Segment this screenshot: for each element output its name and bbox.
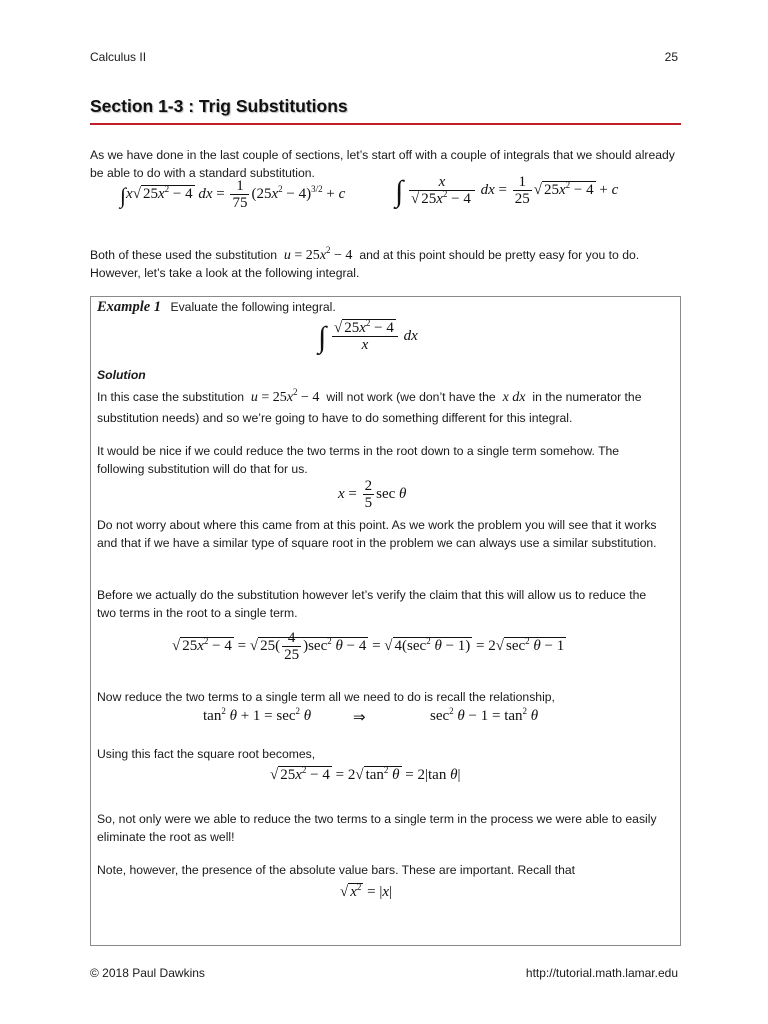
- absolute-value-identity: √ $x^2 = |x|$: [340, 882, 393, 900]
- intro-equation-1: ∫x√ $25x^2 - 4$ dx = $\frac{1}{75}$ $(25x^2 - 4)^{3/2} + c$: [120, 178, 346, 211]
- solution-paragraph-1: In this case the substitution $u = 25x^2 - 4$ will not work (we don’t have the x dx in the numerator the substitution needs) and so we’re going to have to do something different for this integral.: [97, 387, 642, 425]
- solution-paragraph-6: Using this fact the square root becomes,: [97, 747, 316, 761]
- identity-left: $\tan^2 \theta + 1 = \sec^2 \theta$: [203, 706, 312, 724]
- example-integral: ∫ $\frac{√ 25x^2 - 4}{x}$ dx: [318, 318, 418, 354]
- solution-paragraph-2: It would be nice if we could reduce the two terms in the root down to a single term somehow. The following substitution will do that for us.: [97, 444, 620, 476]
- solution-paragraph-8: Note, however, the presence of the absolute value bars. These are important. Recall that: [97, 863, 576, 877]
- solution-paragraph-7: So, not only were we able to reduce the two terms to a single term in the process we were able to easily eliminate the root as well!: [97, 812, 657, 844]
- identity-right: $\sec^2 \theta - 1 = \tan^2 \theta$: [430, 706, 539, 724]
- implies-arrow: ⇒: [353, 710, 366, 726]
- header-course-title: Calculus II: [90, 50, 147, 64]
- solution-paragraph-4: Before we actually do the substitution however let’s verify the claim that this will allow us to reduce the two terms in the root to a single term.: [97, 588, 647, 620]
- example-label: Example 1: [97, 299, 162, 315]
- title-divider: [90, 123, 681, 125]
- root-simplified-equation: √ $25x^2 - 4 = 2√$ $\tan^2 \theta = 2|\tan$ θ|: [270, 765, 461, 783]
- example-prompt: Evaluate the following integral.: [170, 300, 336, 314]
- section-title: Section 1-3 : Trig Substitutions: [90, 96, 348, 116]
- intro-paragraph-2: Both of these used the substitution $u = 25x^2 - 4$ and at this point should be pretty easy for you to do. However, let’s take a look at the following integral.: [90, 245, 640, 280]
- footer-copyright: © 2018 Paul Dawkins: [90, 966, 205, 980]
- intro-paragraph-1: As we have done in the last couple of sections, let’s start off with a couple of integrals that we should already be able to do with a standard substitution.: [90, 148, 675, 180]
- verification-equation: √ $25x^2 - 4$ = √ 25( $\frac{4}{25}$ )$\sec^2$ θ − 4 = √ $4(\sec^2$ θ − 1) = 2√ $\sec^2 \theta - 1$: [172, 630, 565, 663]
- intro-equation-2: ∫ $\frac{x}{√ 25x^2 - 4}$ dx = $\frac{1}{25}$ √ $25x^2 - 4 + c$: [395, 174, 619, 208]
- solution-paragraph-5: Now reduce the two terms to a single term all we need to do is recall the relationship,: [97, 690, 555, 704]
- solution-label: Solution: [97, 368, 146, 382]
- solution-paragraph-3: Do not worry about where this came from at this point. As we work the problem you will see that it works and that if we have a similar type of square root in the problem we can always use a similar substitution.: [97, 518, 657, 550]
- header-page-number: 25: [664, 50, 678, 64]
- substitution-equation: x = $\frac{2}{5}$ sec θ: [338, 478, 407, 511]
- example-heading: [97, 299, 336, 316]
- footer-url: http://tutorial.math.lamar.edu: [525, 966, 678, 980]
